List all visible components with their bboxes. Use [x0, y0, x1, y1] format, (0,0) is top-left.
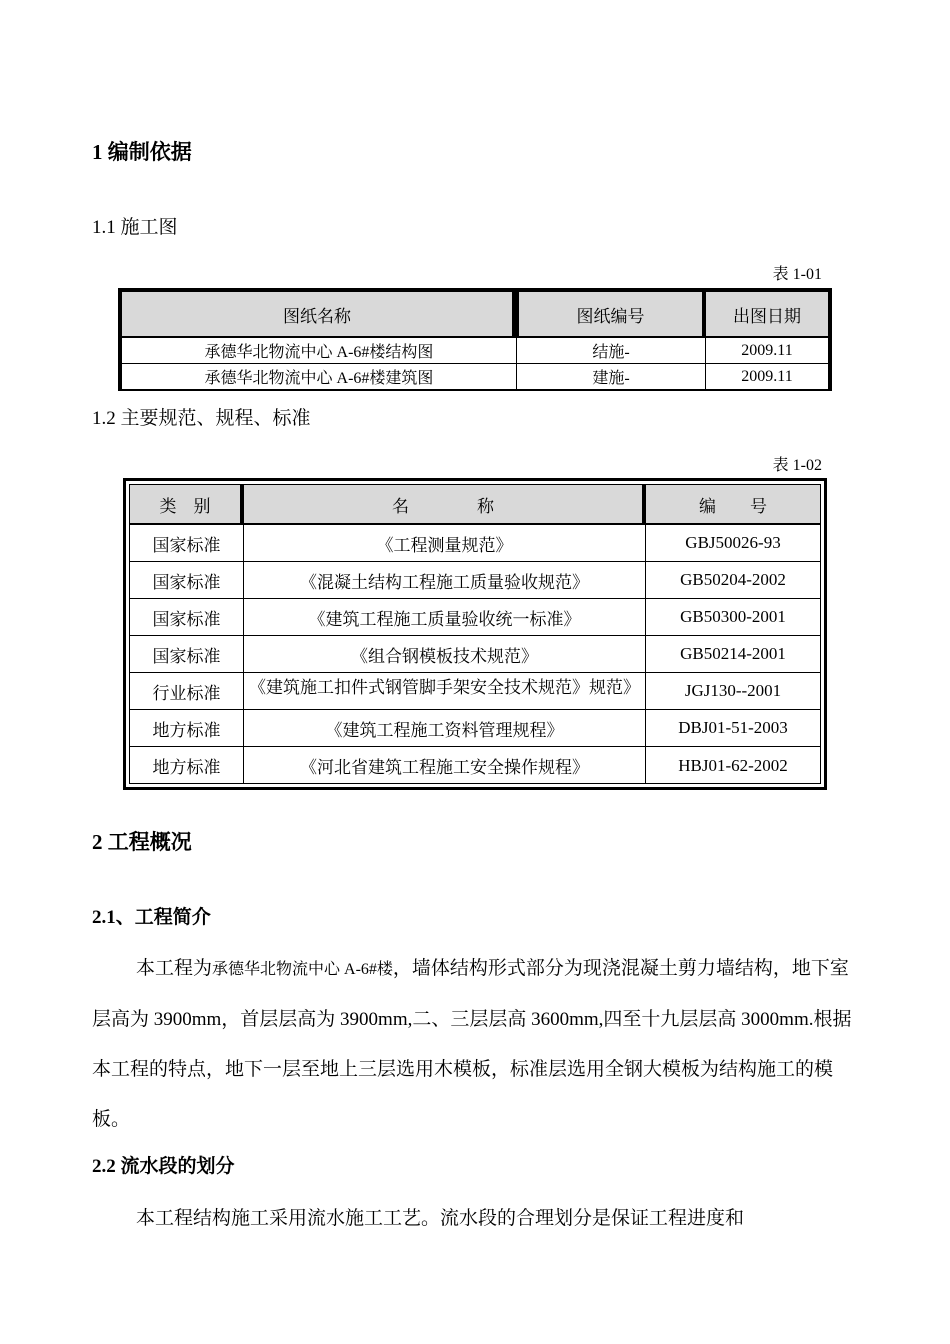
drawings-table	[118, 288, 832, 391]
cell-name: 《建筑工程施工资料管理规程》	[244, 710, 646, 746]
flow-section-paragraph	[92, 1194, 862, 1244]
standards-table	[123, 478, 827, 790]
section-2-2-heading: 2.2 流水段的划分	[92, 1156, 235, 1177]
section-1-2-heading: 1.2 主要规范、规程、标准	[92, 408, 311, 429]
cell-code: GB50300-2001	[680, 607, 786, 626]
cell-category: 国家标准	[130, 525, 244, 561]
cell-category: 国家标准	[130, 599, 244, 635]
table-1-01-number: 表 1-01	[772, 266, 822, 283]
header-category: 类 别	[130, 485, 244, 523]
cell-drawing-date: 2009.11	[741, 341, 793, 359]
table-row	[122, 364, 828, 391]
flow-text: 本工程结构施工采用流水施工工艺。流水段的合理划分是保证工程进度和	[136, 1208, 745, 1229]
section-2-heading: 2 工程概况	[92, 830, 192, 854]
cell-drawing-name: 承德华北物流中心 A-6#楼结构图	[122, 338, 517, 363]
table-1-02-number: 表 1-02	[772, 457, 822, 474]
section-1-heading: 1 编制依据	[92, 140, 192, 164]
table-row	[130, 525, 820, 562]
table-row	[122, 338, 828, 364]
cell-name: 《工程测量规范》	[244, 525, 646, 561]
cell-code: DBJ01-51-2003	[678, 718, 788, 737]
cell-category: 国家标准	[130, 562, 244, 598]
cell-drawing-name: 承德华北物流中心 A-6#楼建筑图	[122, 364, 517, 389]
table-header	[122, 292, 828, 338]
header-drawing-date: 出图日期	[733, 306, 801, 326]
project-intro-paragraph	[92, 944, 862, 1145]
cell-category: 国家标准	[130, 636, 244, 672]
table-row	[130, 562, 820, 599]
cell-code: GBJ50026-93	[685, 533, 781, 552]
intro-text-project: 承德华北物流中心 A-6#楼	[212, 961, 393, 978]
cell-code: HBJ01-62-2002	[678, 755, 788, 775]
table-row	[130, 747, 820, 784]
cell-code: GB50204-2002	[680, 570, 786, 589]
table-row	[130, 636, 820, 673]
cell-name: 《建筑工程施工质量验收统一标准》	[244, 599, 646, 635]
cell-name: 《建筑施工扣件式钢管脚手架安全技术规范》规范》	[244, 673, 646, 709]
cell-category: 行业标准	[130, 673, 244, 709]
cell-drawing-number: 结施-	[517, 338, 706, 363]
cell-name: 《组合钢模板技术规范》	[244, 636, 646, 672]
table-row	[130, 673, 820, 710]
header-code: 编 号	[699, 496, 767, 516]
cell-name: 《混凝土结构工程施工质量验收规范》	[244, 562, 646, 598]
cell-name: 《河北省建筑工程施工安全操作规程》	[244, 747, 646, 784]
cell-drawing-date: 2009.11	[741, 367, 793, 385]
header-name: 名 称	[244, 485, 646, 523]
section-1-1-heading: 1.1 施工图	[92, 217, 178, 238]
header-drawing-name: 图纸名称	[122, 292, 517, 336]
table-row	[130, 599, 820, 636]
cell-code: JGJ130--2001	[684, 681, 782, 700]
cell-category: 地方标准	[130, 710, 244, 746]
cell-category: 地方标准	[130, 747, 244, 784]
intro-text-a: 本工程为	[136, 958, 213, 979]
cell-code: GB50214-2001	[680, 644, 786, 663]
table-header	[130, 485, 820, 525]
section-2-1-heading: 2.1、工程简介	[92, 907, 211, 928]
intro-text-c: ，墙体结构形式部分为现浇混凝土剪力墙结构，地下室层高为 3900mm，首层层高为 3900mm,二、三层层高 3600mm,四至十九层层高 3000mm.根据本工程的特点，地下一层至地上三层选用木模板，标准层选用全钢大模板为结构施工的模板。	[92, 958, 852, 1130]
header-drawing-number: 图纸编号	[517, 292, 706, 336]
cell-drawing-number: 建施-	[517, 364, 706, 389]
table-row	[130, 710, 820, 747]
